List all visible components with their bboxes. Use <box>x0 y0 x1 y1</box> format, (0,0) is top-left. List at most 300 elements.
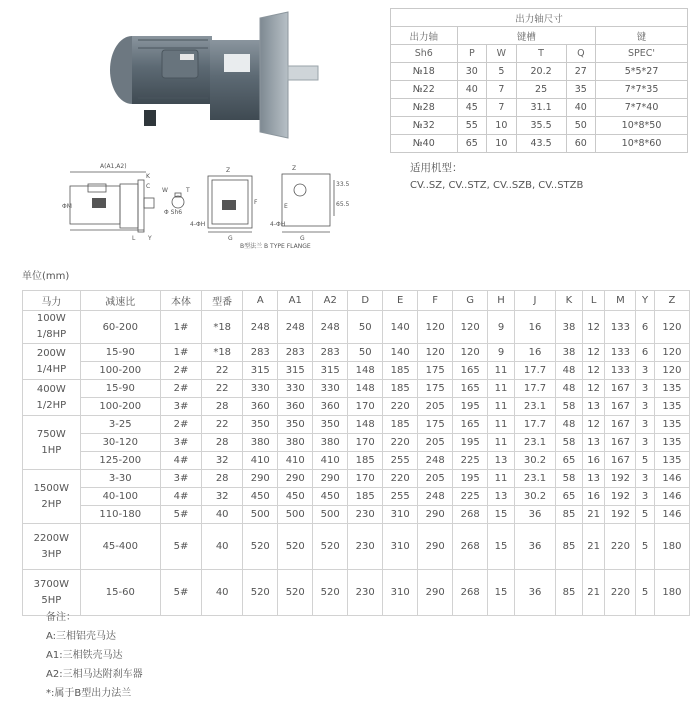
table-cell: 220 <box>383 434 418 452</box>
table-cell: 146 <box>654 488 689 506</box>
gear-motor-photo <box>92 10 322 145</box>
output-shaft-table <box>390 8 688 153</box>
power-line: 1/4HP <box>36 363 67 375</box>
table-cell: 450 <box>278 488 313 506</box>
table-cell: 135 <box>654 416 689 434</box>
table-cell: 410 <box>278 452 313 470</box>
column-header: M <box>605 291 636 311</box>
table-cell: 220 <box>605 524 636 570</box>
table-cell: 185 <box>383 416 418 434</box>
table-cell: 133 <box>605 344 636 362</box>
table-cell: 140 <box>383 311 418 344</box>
flange-caption: B型法兰 B TYPE FLANGE <box>240 243 311 250</box>
column-header: D <box>348 291 383 311</box>
table-cell: 500 <box>243 506 278 524</box>
table-cell: 192 <box>605 470 636 488</box>
table-cell: 146 <box>654 470 689 488</box>
table-cell: 36 <box>514 506 555 524</box>
table-row <box>23 416 690 434</box>
table-cell: 520 <box>243 570 278 616</box>
table-cell: 65 <box>556 488 583 506</box>
table-cell: 167 <box>605 452 636 470</box>
table-cell: 13 <box>582 398 605 416</box>
shaft-cell: 7*7*35 <box>596 81 688 99</box>
table-cell: 360 <box>243 398 278 416</box>
table-cell: 58 <box>556 434 583 452</box>
table-cell: 225 <box>453 452 488 470</box>
table-cell: 350 <box>313 416 348 434</box>
power-cell <box>23 524 81 570</box>
power-line: 2200W <box>33 532 69 544</box>
table-cell: 148 <box>348 362 383 380</box>
table-cell: 283 <box>243 344 278 362</box>
table-cell: 3 <box>636 380 655 398</box>
column-header: 减速比 <box>80 291 160 311</box>
table-cell: 40 <box>202 524 243 570</box>
note-item: *:属于B型出力法兰 <box>46 688 132 699</box>
table-cell: 185 <box>348 488 383 506</box>
table-cell: 12 <box>582 344 605 362</box>
shaft-subheader: SPEC' <box>596 45 688 63</box>
table-cell: 167 <box>605 398 636 416</box>
power-line: 1/8HP <box>36 329 67 340</box>
shaft-cell: 7*7*40 <box>596 99 688 117</box>
table-cell: 230 <box>348 570 383 616</box>
column-header: A <box>243 291 278 311</box>
table-cell: 15-90 <box>80 380 160 398</box>
table-cell: 500 <box>313 506 348 524</box>
table-cell: 3 <box>636 488 655 506</box>
dim-y-label: Y <box>148 235 152 242</box>
shaft-cell: 7 <box>487 81 517 99</box>
table-cell: 11 <box>488 434 515 452</box>
table-cell: 58 <box>556 470 583 488</box>
column-header: A2 <box>313 291 348 311</box>
table-cell: 315 <box>313 362 348 380</box>
table-cell: 350 <box>278 416 313 434</box>
table-cell: 12 <box>582 362 605 380</box>
table-cell: 520 <box>278 524 313 570</box>
table-cell: 21 <box>582 524 605 570</box>
table-cell: 16 <box>514 344 555 362</box>
table-cell: 15-90 <box>80 344 160 362</box>
dim-a-label: A(A1,A2) <box>100 163 127 170</box>
table-cell: 30.2 <box>514 452 555 470</box>
table-row <box>23 470 690 488</box>
table-cell: 85 <box>556 506 583 524</box>
table-cell: 180 <box>654 570 689 616</box>
dimension-drawings <box>60 160 360 250</box>
table-cell: 11 <box>488 470 515 488</box>
table-cell: 185 <box>348 452 383 470</box>
table-cell: 50 <box>348 311 383 344</box>
column-header: H <box>488 291 515 311</box>
table-cell: 2# <box>160 416 201 434</box>
table-cell: 170 <box>348 470 383 488</box>
table-cell: 3# <box>160 470 201 488</box>
table-cell: 3 <box>636 398 655 416</box>
shaft-cell: 20.2 <box>516 63 566 81</box>
shaft-cell: 10*8*50 <box>596 117 688 135</box>
dim-w-label: W <box>162 187 168 194</box>
table-cell: 13 <box>488 452 515 470</box>
table-cell: 22 <box>202 380 243 398</box>
column-header: F <box>418 291 453 311</box>
table-cell: 180 <box>654 524 689 570</box>
table-row <box>23 362 690 380</box>
table-row <box>23 570 690 616</box>
table-cell: 192 <box>605 488 636 506</box>
table-cell: 120 <box>453 344 488 362</box>
dim-65-5-label: 65.5 <box>336 201 350 208</box>
table-cell: 192 <box>605 506 636 524</box>
table-cell: 248 <box>243 311 278 344</box>
shaft-cell: 5*5*27 <box>596 63 688 81</box>
table-cell: 133 <box>605 311 636 344</box>
table-cell: 36 <box>514 570 555 616</box>
shaft-cell: 10*8*60 <box>596 135 688 153</box>
shaft-row <box>391 81 688 99</box>
table-cell: 255 <box>383 488 418 506</box>
dim-sh-label: Φ Sh6 <box>164 209 183 216</box>
column-header: 型番 <box>202 291 243 311</box>
column-header: Z <box>654 291 689 311</box>
shaft-cell: 55 <box>457 117 487 135</box>
table-cell: 16 <box>582 488 605 506</box>
column-header: A1 <box>278 291 313 311</box>
table-cell: 380 <box>313 434 348 452</box>
table-cell: 4# <box>160 452 201 470</box>
table-cell: 3# <box>160 398 201 416</box>
table-cell: 165 <box>453 416 488 434</box>
table-row <box>23 488 690 506</box>
power-line: 3HP <box>41 548 62 560</box>
table-cell: 5 <box>636 524 655 570</box>
table-cell: 120 <box>418 311 453 344</box>
shaft-cell: 30 <box>457 63 487 81</box>
table-cell: 283 <box>278 344 313 362</box>
table-cell: 450 <box>243 488 278 506</box>
table-cell: 360 <box>278 398 313 416</box>
table-cell: 283 <box>313 344 348 362</box>
table-cell: 350 <box>243 416 278 434</box>
note-item: A:三相铝壳马达 <box>46 631 117 642</box>
table-cell: 268 <box>453 524 488 570</box>
column-header: J <box>514 291 555 311</box>
table-cell: 165 <box>453 362 488 380</box>
table-cell: 17.7 <box>514 380 555 398</box>
table-cell: 22 <box>202 362 243 380</box>
table-cell: 520 <box>313 524 348 570</box>
table-cell: 48 <box>556 380 583 398</box>
table-cell: 520 <box>278 570 313 616</box>
table-cell: 3-25 <box>80 416 160 434</box>
table-cell: 120 <box>654 344 689 362</box>
table-cell: 21 <box>582 570 605 616</box>
table-row <box>23 524 690 570</box>
table-cell: 268 <box>453 506 488 524</box>
table-cell: 15 <box>488 524 515 570</box>
table-row <box>23 344 690 362</box>
table-cell: 50 <box>348 344 383 362</box>
table-cell: 148 <box>348 416 383 434</box>
dim-hole-label-b: 4-ΦH <box>270 221 286 228</box>
table-cell: 175 <box>418 416 453 434</box>
table-cell: 290 <box>418 506 453 524</box>
table-cell: 12 <box>582 416 605 434</box>
table-cell: 65 <box>556 452 583 470</box>
table-cell: 248 <box>418 452 453 470</box>
power-line: 1HP <box>41 444 62 456</box>
table-cell: 5# <box>160 570 201 616</box>
power-line: 100W <box>36 313 66 324</box>
table-cell: 120 <box>453 311 488 344</box>
shaft-cell: 10 <box>487 135 517 153</box>
table-cell: 520 <box>313 570 348 616</box>
table-cell: 195 <box>453 470 488 488</box>
shaft-cell: 31.1 <box>516 99 566 117</box>
table-cell: 120 <box>654 362 689 380</box>
group-header: 键 <box>596 27 688 45</box>
table-cell: 32 <box>202 452 243 470</box>
shaft-cell: 5 <box>487 63 517 81</box>
table-cell: 248 <box>313 311 348 344</box>
table-cell: 220 <box>605 570 636 616</box>
table-cell: 310 <box>383 570 418 616</box>
table-cell: 140 <box>383 344 418 362</box>
table-cell: 22 <box>202 416 243 434</box>
table-cell: *18 <box>202 311 243 344</box>
table-cell: 125-200 <box>80 452 160 470</box>
table-row <box>23 434 690 452</box>
table-cell: 380 <box>243 434 278 452</box>
power-line: 1500W <box>33 482 69 494</box>
table-cell: 40 <box>202 506 243 524</box>
shaft-table-title: 出力轴尺寸 <box>391 9 688 27</box>
shaft-cell: 65 <box>457 135 487 153</box>
shaft-cell: №28 <box>391 99 458 117</box>
table-row <box>23 452 690 470</box>
table-cell: 40 <box>202 570 243 616</box>
shaft-cell: 50 <box>566 117 596 135</box>
table-cell: 3 <box>636 416 655 434</box>
power-line: 5HP <box>41 594 62 606</box>
group-header: 键槽 <box>457 27 596 45</box>
table-cell: 290 <box>278 470 313 488</box>
table-cell: 120 <box>418 344 453 362</box>
table-cell: 255 <box>383 452 418 470</box>
table-cell: 6 <box>636 311 655 344</box>
power-line: 750W <box>36 428 66 440</box>
table-row <box>23 506 690 524</box>
table-cell: 170 <box>348 434 383 452</box>
table-cell: 146 <box>654 506 689 524</box>
table-cell: 9 <box>488 311 515 344</box>
table-cell: 11 <box>488 380 515 398</box>
table-cell: 13 <box>582 470 605 488</box>
dim-hole-label: 4-ΦH <box>190 221 206 228</box>
table-cell: 225 <box>453 488 488 506</box>
unit-label: 单位(mm) <box>22 271 70 282</box>
shaft-subheader: T <box>516 45 566 63</box>
column-header: E <box>383 291 418 311</box>
table-cell: 17.7 <box>514 416 555 434</box>
table-cell: 5# <box>160 524 201 570</box>
table-cell: 2# <box>160 362 201 380</box>
table-cell: 135 <box>654 452 689 470</box>
table-cell: 185 <box>383 362 418 380</box>
table-cell: 330 <box>243 380 278 398</box>
shaft-subheader: Sh6 <box>391 45 458 63</box>
shaft-row <box>391 63 688 81</box>
table-cell: 310 <box>383 524 418 570</box>
table-cell: 3 <box>636 470 655 488</box>
power-cell <box>23 470 81 524</box>
shaft-cell: 10 <box>487 117 517 135</box>
table-cell: 38 <box>556 311 583 344</box>
table-cell: 290 <box>418 570 453 616</box>
table-cell: 380 <box>278 434 313 452</box>
dim-phim-label: ΦM <box>62 203 72 210</box>
table-cell: 9 <box>488 344 515 362</box>
table-cell: 167 <box>605 434 636 452</box>
power-cell <box>23 380 81 416</box>
table-cell: 248 <box>418 488 453 506</box>
column-header: Y <box>636 291 655 311</box>
dim-z-label: Z <box>226 167 231 174</box>
dim-e-label: E <box>284 203 288 210</box>
dim-33-5-label: 33.5 <box>336 181 350 188</box>
table-cell: 165 <box>453 380 488 398</box>
power-line: 1/2HP <box>36 399 67 411</box>
table-cell: 195 <box>453 434 488 452</box>
table-cell: 148 <box>348 380 383 398</box>
table-cell: 175 <box>418 380 453 398</box>
table-row <box>23 398 690 416</box>
table-cell: 120 <box>654 311 689 344</box>
shaft-cell: 25 <box>516 81 566 99</box>
table-cell: 12 <box>582 380 605 398</box>
shaft-cell: 40 <box>566 99 596 117</box>
notes-title: 备注： <box>46 612 76 623</box>
applicable-models-list: CV..SZ, CV..STZ, CV..SZB, CV..STZB <box>410 180 584 191</box>
table-cell: 40-100 <box>80 488 160 506</box>
table-cell: 500 <box>278 506 313 524</box>
table-row <box>23 311 690 344</box>
table-cell: 38 <box>556 344 583 362</box>
table-cell: 3 <box>636 434 655 452</box>
table-cell: 16 <box>582 452 605 470</box>
table-cell: 135 <box>654 434 689 452</box>
shaft-cell: 43.5 <box>516 135 566 153</box>
table-cell: 248 <box>278 311 313 344</box>
table-cell: 450 <box>313 488 348 506</box>
applicable-models-title: 适用机型： <box>410 162 463 174</box>
shaft-cell: 40 <box>457 81 487 99</box>
table-cell: 290 <box>418 524 453 570</box>
table-cell: 28 <box>202 398 243 416</box>
table-cell: 5# <box>160 506 201 524</box>
table-cell: 48 <box>556 362 583 380</box>
table-cell: 230 <box>348 506 383 524</box>
column-header: G <box>453 291 488 311</box>
note-item: A1:三相铁壳马达 <box>46 650 123 661</box>
table-cell: 11 <box>488 362 515 380</box>
table-cell: 310 <box>383 506 418 524</box>
table-cell: 330 <box>278 380 313 398</box>
table-cell: 205 <box>418 470 453 488</box>
table-cell: 110-180 <box>80 506 160 524</box>
table-cell: 100-200 <box>80 398 160 416</box>
table-cell: 85 <box>556 570 583 616</box>
table-cell: 15 <box>488 506 515 524</box>
table-cell: 36 <box>514 524 555 570</box>
table-cell: 100-200 <box>80 362 160 380</box>
table-cell: 220 <box>383 398 418 416</box>
column-header: K <box>556 291 583 311</box>
table-cell: 185 <box>383 380 418 398</box>
table-cell: 3 <box>636 362 655 380</box>
table-cell: 135 <box>654 380 689 398</box>
table-cell: 167 <box>605 416 636 434</box>
table-cell: 315 <box>278 362 313 380</box>
shaft-cell: №32 <box>391 117 458 135</box>
shaft-cell: №22 <box>391 81 458 99</box>
shaft-cell: №40 <box>391 135 458 153</box>
table-cell: 220 <box>383 470 418 488</box>
shaft-row <box>391 99 688 117</box>
table-cell: 133 <box>605 362 636 380</box>
table-cell: 45-400 <box>80 524 160 570</box>
table-cell: 5 <box>636 506 655 524</box>
table-cell: 85 <box>556 524 583 570</box>
table-cell: 520 <box>243 524 278 570</box>
table-cell: 15-60 <box>80 570 160 616</box>
power-line: 200W <box>36 347 66 359</box>
power-line: 400W <box>36 383 66 395</box>
shaft-cell: 45 <box>457 99 487 117</box>
table-cell: *18 <box>202 344 243 362</box>
table-cell: 12 <box>582 311 605 344</box>
shaft-cell: 27 <box>566 63 596 81</box>
table-cell: 32 <box>202 488 243 506</box>
table-cell: 330 <box>313 380 348 398</box>
table-cell: 28 <box>202 434 243 452</box>
shaft-cell: 60 <box>566 135 596 153</box>
table-cell: 48 <box>556 416 583 434</box>
table-cell: 1# <box>160 311 201 344</box>
table-cell: 17.7 <box>514 362 555 380</box>
table-cell: 1# <box>160 344 201 362</box>
table-cell: 167 <box>605 380 636 398</box>
column-header: L <box>582 291 605 311</box>
group-header: 出力轴 <box>391 27 458 45</box>
dim-f-label: F <box>254 199 258 206</box>
table-cell: 410 <box>243 452 278 470</box>
table-cell: 5 <box>636 452 655 470</box>
shaft-row <box>391 117 688 135</box>
shaft-subheader: W <box>487 45 517 63</box>
table-cell: 410 <box>313 452 348 470</box>
dim-g-label-b: G <box>300 235 305 242</box>
table-cell: 28 <box>202 470 243 488</box>
table-cell: 5 <box>636 570 655 616</box>
note-item: A2:三相马达附刹车器 <box>46 669 143 680</box>
table-cell: 360 <box>313 398 348 416</box>
table-cell: 175 <box>418 362 453 380</box>
table-cell: 13 <box>488 488 515 506</box>
power-line: 2HP <box>41 498 62 510</box>
